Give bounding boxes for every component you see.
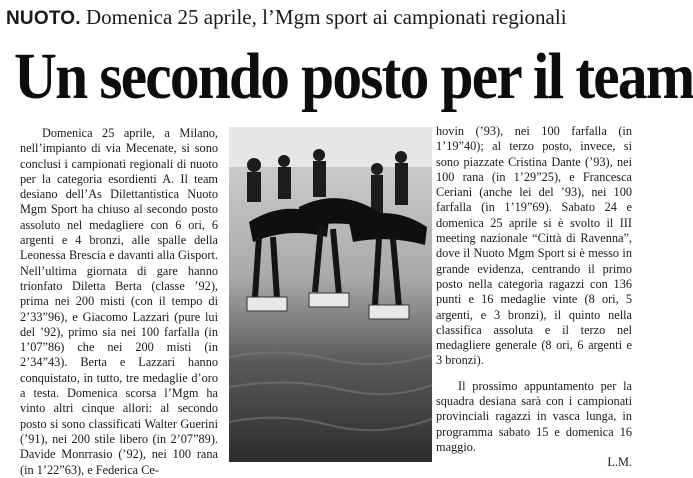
author-signature: L.M. — [607, 455, 632, 470]
kicker-subtitle: Domenica 25 aprile, l’Mgm sport ai campionati regionali — [86, 5, 567, 29]
swimmers-photo — [229, 127, 432, 462]
kicker-line — [6, 2, 636, 32]
swimmers-photo-image — [229, 127, 432, 462]
section-label: NUOTO. — [6, 8, 81, 29]
article-column-1 — [20, 126, 218, 477]
article-paragraph-1: Domenica 25 aprile, a Milano, nell’impianto di via Mecenate, si sono conclusi i campionati regionali di nuoto per la categoria esordienti A. Il team desiano dell’As Dilettantistica Nuoto Mgm Sport ha chiuso al secondo posto assoluto nel medagliere con 6 ori, 6 argenti e 4 bronzi, alle spalle della Leonessa Brescia e davanti alla Gisport. Nell’ultima giornata di gare hanno trionfato Diletta Berta (classe ’92), prima nei 200 misti (con il tempo di 2’33”96), e Giacomo Lazzari (pure lui del ’92), primo sia nei 100 farfalla (in 1’07”86) che nei 200 misti (in 2’34”43). Berta e Lazzari hanno conquistato, in tutto, tre medaglie d’oro a testa. Domenica scorsa l’Mgm ha vinto altri cinque allori: al secondo posto si sono classificati Walter Guerini (’91), nei 200 stile libero (in 2’07”89). Davide Monrrasio (’92), nei 100 rana (in 1’22”63), e Federica Ce- — [20, 126, 218, 477]
article-paragraph-3: Il prossimo appuntamento per la squadra desiana sarà con i campionati provinciali ragazzi in vasca lunga, in programma sabato 15 e domenica 16 maggio. — [436, 378, 632, 454]
article-paragraph-2: hovin (’93), nei 100 farfalla (in 1’19”40); al terzo posto, invece, si sono piazzate Cristina Dante (’93), nei 100 rana (in 1’29”25), e Francesca Ceriani (anche lei del ’93), nei 100 farfalla (in 1’19”69). Sabato 24 e domenica 25 aprile si è svolto il III meeting nazionale “Città di Ravenna”, dove il Nuoto Mgm Sport si è messo in grande evidenza, centrando il primo posto nella categoria ragazzi con 136 punti e 16 medaglie vinte (8 ori, 5 argenti, e 3 bronzi), il quinto nella classifica assoluta e il terzo nel medagliere generale (8 ori, 6 argenti e 3 bronzi). — [436, 124, 632, 368]
headline: Un secondo posto per il team — [14, 40, 693, 113]
article-column-2 — [436, 124, 632, 470]
